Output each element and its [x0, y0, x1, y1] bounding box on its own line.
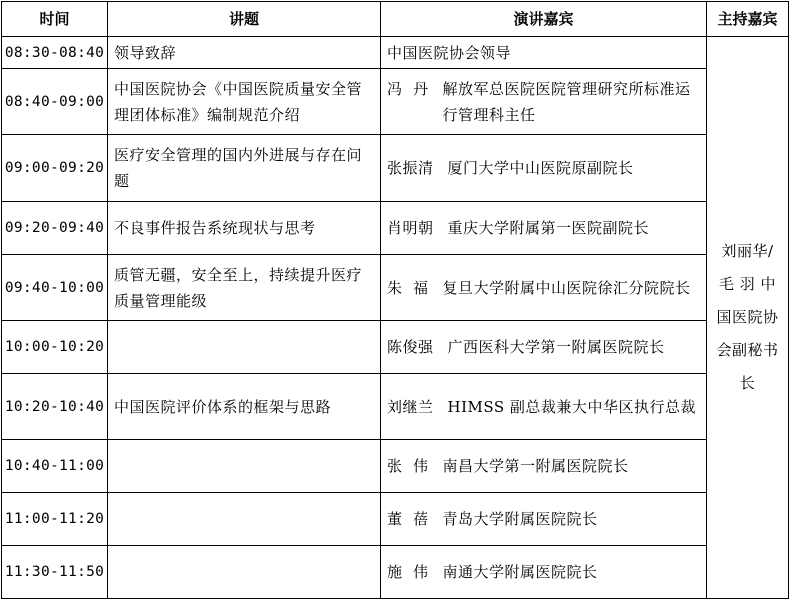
speaker-title: 重庆大学附属第一医院副院长 — [447, 219, 650, 237]
topic-cell: 中国医院协会《中国医院质量安全管理团体标准》编制规范介绍 — [108, 69, 381, 135]
table-row — [2, 255, 789, 321]
host-cell — [707, 37, 789, 599]
time-cell: 09:20-09:40 — [2, 202, 108, 255]
table-row — [2, 374, 789, 440]
speaker-title: 广西医科大学第一附属医院院长 — [447, 338, 665, 356]
topic-cell — [108, 493, 381, 546]
host-line: 国医院协 — [716, 308, 779, 326]
speaker-title: 厦门大学中山医院原副院长 — [447, 159, 634, 177]
host-line: 会副秘书 — [716, 341, 779, 359]
speaker-cell — [381, 202, 707, 255]
topic-cell — [108, 440, 381, 493]
speaker-title: HIMSS 副总裁兼大中华区执行总裁 — [447, 397, 696, 416]
speaker-cell — [381, 135, 707, 202]
table-row — [2, 69, 789, 135]
speaker-cell — [381, 440, 707, 493]
time-cell: 08:30-08:40 — [2, 37, 108, 69]
speaker-cell — [381, 493, 707, 546]
speaker-name: 陈俊强 — [387, 338, 434, 356]
time-cell: 11:30-11:50 — [2, 546, 108, 599]
time-cell: 09:00-09:20 — [2, 135, 108, 202]
speaker-title: 解放军总医院医院管理研究所标准运行管理科主任 — [442, 79, 691, 124]
table-row — [2, 493, 789, 546]
speaker-title: 中国医院协会领导 — [387, 43, 512, 62]
speaker-name: 张振清 — [387, 159, 434, 177]
table-row — [2, 135, 789, 202]
time-cell: 08:40-09:00 — [2, 69, 108, 135]
time-cell: 09:40-10:00 — [2, 255, 108, 321]
schedule-table — [1, 1, 789, 599]
table-row — [2, 440, 789, 493]
table-row — [2, 37, 789, 69]
speaker-name: 肖明朝 — [387, 219, 434, 237]
speaker-cell — [381, 321, 707, 374]
time-cell: 10:40-11:00 — [2, 440, 108, 493]
topic-cell: 领导致辞 — [108, 37, 381, 69]
time-cell: 11:00-11:20 — [2, 493, 108, 546]
header-topic: 讲题 — [108, 2, 381, 37]
topic-cell: 质管无疆，安全至上，持续提升医疗质量管理能级 — [108, 255, 381, 321]
speaker-cell — [381, 546, 707, 599]
speaker-cell — [381, 255, 707, 321]
host-line: 毛 羽 中 — [718, 275, 777, 293]
speaker-name: 施 伟 — [387, 563, 429, 581]
speaker-name: 张 伟 — [387, 457, 429, 475]
table-row — [2, 321, 789, 374]
host-line: 刘丽华/ — [721, 242, 774, 260]
header-time: 时间 — [2, 2, 108, 37]
topic-cell: 中国医院评价体系的框架与思路 — [108, 374, 381, 440]
topic-cell: 不良事件报告系统现状与思考 — [108, 202, 381, 255]
header-row — [2, 2, 789, 37]
speaker-name: 刘继兰 — [387, 397, 434, 416]
table-row — [2, 546, 789, 599]
time-cell: 10:00-10:20 — [2, 321, 108, 374]
speaker-name: 朱 福 — [387, 278, 429, 297]
speaker-cell — [381, 69, 707, 135]
speaker-name: 冯 丹 — [387, 79, 429, 98]
time-cell: 10:20-10:40 — [2, 374, 108, 440]
speaker-name: 董 蓓 — [387, 510, 429, 528]
header-speaker: 演讲嘉宾 — [381, 2, 707, 37]
speaker-cell — [381, 374, 707, 440]
host-line: 长 — [739, 374, 756, 392]
topic-cell — [108, 321, 381, 374]
speaker-title: 南通大学附属医院院长 — [442, 563, 598, 581]
speaker-title: 南昌大学第一附属医院院长 — [442, 457, 629, 475]
table-row — [2, 202, 789, 255]
header-host: 主持嘉宾 — [707, 2, 789, 37]
topic-cell — [108, 546, 381, 599]
speaker-cell — [381, 37, 707, 69]
speaker-title: 复旦大学附属中山医院徐汇分院院长 — [442, 278, 691, 297]
topic-cell: 医疗安全管理的国内外进展与存在问题 — [108, 135, 381, 202]
speaker-title: 青岛大学附属医院院长 — [442, 510, 598, 528]
